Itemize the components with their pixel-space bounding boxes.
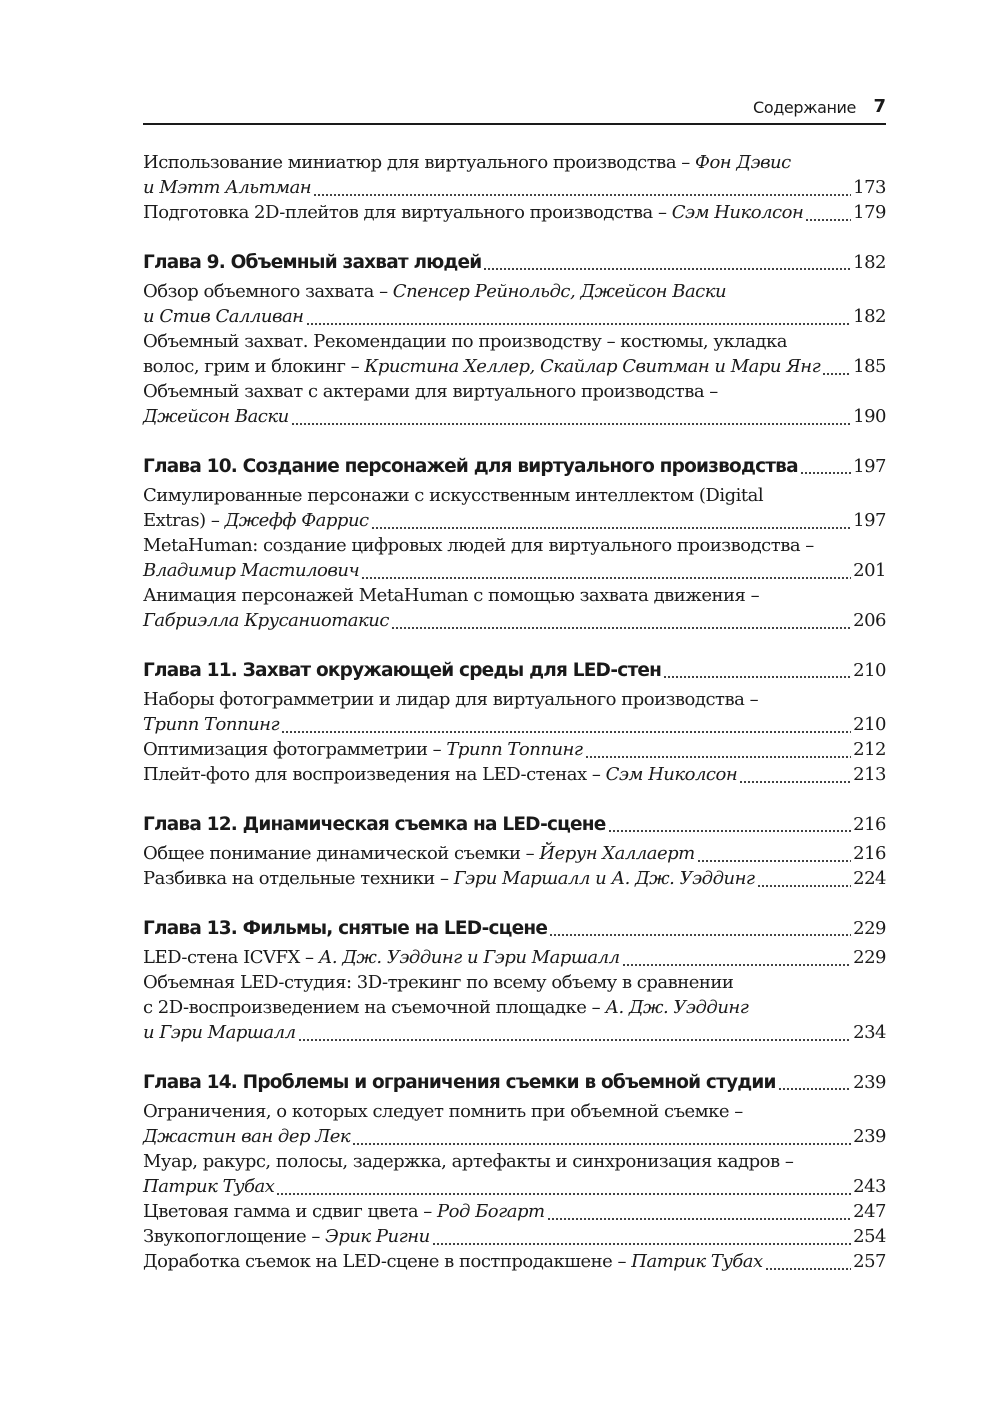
chapter-heading (143, 811, 886, 838)
entry-author: Кристина Хеллер, Скайлар Свитман и Мари Янг (364, 356, 821, 377)
toc-line (143, 1124, 886, 1149)
page-ref: 213 (853, 764, 886, 785)
toc-entry (143, 866, 886, 891)
page-ref: 190 (853, 406, 886, 427)
dot-leader (276, 1174, 851, 1199)
toc-entry (143, 379, 886, 429)
entry-text (143, 866, 755, 891)
dot-leader (739, 762, 851, 787)
toc-line (143, 483, 886, 508)
entry-author: Фон Дэвис (695, 152, 791, 173)
entry-text (143, 1249, 763, 1274)
entry-text (143, 737, 583, 762)
running-header (143, 97, 886, 125)
entry-text (143, 1149, 793, 1174)
entry-text (143, 329, 787, 354)
entry-author: Сэм Николсон (605, 764, 738, 785)
dot-leader (697, 841, 851, 866)
toc-line (143, 712, 886, 737)
entry-title: Цветовая гамма и сдвиг цвета – (143, 1201, 437, 1222)
toc-line (143, 841, 886, 866)
entry-text (143, 1020, 296, 1045)
entry-title: Плейт-фото для воспроизведения на LED-стенах – (143, 764, 606, 785)
entry-text (143, 175, 311, 200)
page-number: 7 (873, 96, 886, 117)
entry-text (143, 712, 279, 737)
entry-text (143, 1199, 545, 1224)
page-ref: 210 (853, 660, 886, 681)
dot-leader (765, 1249, 851, 1274)
dot-leader (352, 1124, 851, 1149)
page-ref: 234 (853, 1022, 886, 1043)
page-ref: 239 (853, 1126, 886, 1147)
dot-leader (432, 1224, 851, 1249)
entry-author: Джастин ван дер Лек (143, 1126, 351, 1147)
toc-entry (143, 945, 886, 970)
toc-entry (143, 150, 886, 200)
chapter-heading (143, 249, 886, 276)
entry-title: MetaHuman: создание цифровых людей для виртуального производства – (143, 535, 814, 556)
page-ref: 247 (853, 1201, 886, 1222)
toc-entry (143, 687, 886, 737)
chapter-heading (143, 453, 886, 480)
entry-text (143, 1099, 743, 1124)
dot-leader (313, 175, 851, 200)
toc-entry (143, 1099, 886, 1149)
entry-author: и Гэри Маршалл (143, 1022, 296, 1043)
toc-line (143, 866, 886, 891)
entry-title: Объемная LED-студия: 3D-трекинг по всему объему в сравнении (143, 972, 734, 993)
entry-text (143, 583, 759, 608)
toc-entry (143, 533, 886, 583)
page-ref: 210 (853, 714, 886, 735)
page-ref: 182 (853, 252, 886, 273)
entry-text (143, 687, 758, 712)
page-ref: 216 (853, 843, 886, 864)
page-ref: 173 (853, 177, 886, 198)
toc-line (143, 379, 886, 404)
toc-entry (143, 1199, 886, 1224)
entry-title: Разбивка на отдельные техники – (143, 868, 454, 889)
toc-line (143, 150, 886, 175)
toc-line (143, 687, 886, 712)
entry-title: Использование миниатюр для виртуального производства – (143, 152, 695, 173)
dot-leader (622, 945, 852, 970)
dot-leader (822, 354, 851, 379)
page-ref: 212 (853, 739, 886, 760)
entry-title: волос, грим и блокинг – (143, 356, 365, 377)
entry-author: Гэри Маршалл и А. Дж. Уэддинг (453, 868, 755, 889)
entry-text (143, 841, 695, 866)
dot-leader (291, 404, 851, 429)
toc-line (143, 737, 886, 762)
dot-leader (306, 304, 852, 329)
dot-leader (391, 608, 851, 633)
entry-author: Эрик Ригни (325, 1226, 430, 1247)
toc-line (143, 762, 886, 787)
entry-author: А. Дж. Уэддинг и Гэри Маршалл (318, 947, 620, 968)
entry-text (143, 995, 748, 1020)
dot-leader (757, 866, 852, 891)
toc-line (143, 1224, 886, 1249)
entry-title: Общее понимание динамической съемки – (143, 843, 540, 864)
entry-text (143, 279, 726, 304)
toc-entry (143, 279, 886, 329)
dot-leader (281, 712, 851, 737)
toc-line (143, 1174, 886, 1199)
toc-line (143, 175, 886, 200)
entry-title: Доработка съемок на LED-сцене в постпродакшене – (143, 1251, 632, 1272)
toc-entry (143, 737, 886, 762)
entry-text (143, 945, 620, 970)
entry-author: Патрик Тубах (143, 1176, 275, 1197)
toc-entry (143, 583, 886, 633)
chapter-title: Глава 13. Фильмы, снятые на LED-сцене (143, 918, 548, 939)
dot-leader (663, 657, 851, 684)
toc-line (143, 583, 886, 608)
dot-leader (608, 811, 852, 838)
page-ref: 257 (853, 1251, 886, 1272)
entry-author: Йерун Халлаерт (539, 843, 695, 864)
toc-line (143, 1249, 886, 1274)
toc-line (143, 200, 886, 225)
entry-author: Джейсон Васки (143, 406, 289, 427)
entry-title: Объемный захват с актерами для виртуального производства – (143, 381, 718, 402)
entry-title: Extras) – (143, 510, 225, 531)
chapter-heading (143, 657, 886, 684)
entry-title: Ограничения, о которых следует помнить при объемной съемке – (143, 1101, 743, 1122)
chapter-title: Глава 10. Создание персонажей для виртуального производства (143, 456, 798, 477)
toc-line (143, 329, 886, 354)
toc-line (143, 404, 886, 429)
dot-leader (361, 558, 851, 583)
entry-author: Патрик Тубах (631, 1251, 763, 1272)
chapter-heading (143, 1069, 886, 1096)
page-ref: 254 (853, 1226, 886, 1247)
page-ref: 197 (853, 510, 886, 531)
toc-line (143, 1020, 886, 1045)
entry-author: Габриэлла Крусаниотакис (143, 610, 389, 631)
entry-title: Муар, ракурс, полосы, задержка, артефакты и синхронизация кадров – (143, 1151, 794, 1172)
entry-author: Владимир Мастилович (143, 560, 360, 581)
toc-entry (143, 1224, 886, 1249)
toc-entry (143, 1249, 886, 1274)
entry-author: и Мэтт Альтман (143, 177, 312, 198)
entry-title: Оптимизация фотограмметрии – (143, 739, 447, 760)
page-ref: 197 (853, 456, 886, 477)
dot-leader (585, 737, 852, 762)
page-ref: 229 (853, 918, 886, 939)
entry-text (143, 200, 803, 225)
entry-title: Анимация персонажей MetaHuman с помощью захвата движения – (143, 585, 760, 606)
entry-author: Трипп Топпинг (446, 739, 583, 760)
dot-leader (778, 1069, 851, 1096)
page-ref: 182 (853, 306, 886, 327)
entry-text (143, 1174, 274, 1199)
entry-text (143, 379, 718, 404)
dot-leader (371, 508, 852, 533)
entry-text (143, 150, 791, 175)
entry-title: Подготовка 2D-плейтов для виртуального производства – (143, 202, 672, 223)
entry-text (143, 304, 304, 329)
toc-line (143, 1199, 886, 1224)
entry-text (143, 508, 369, 533)
toc-line (143, 279, 886, 304)
entry-author: Род Богарт (437, 1201, 545, 1222)
entry-text (143, 608, 389, 633)
page-ref: 239 (853, 1072, 886, 1093)
toc-line (143, 995, 886, 1020)
entry-title: с 2D-воспроизведением на съемочной площадке – (143, 997, 606, 1018)
entry-title: Симулированные персонажи с искусственным интеллектом (Digital (143, 485, 764, 506)
chapter-title: Глава 12. Динамическая съемка на LED-сцене (143, 814, 606, 835)
chapter-title: Глава 11. Захват окружающей среды для LED-стен (143, 660, 662, 681)
entry-text (143, 970, 733, 995)
entry-author: и Стив Салливан (143, 306, 304, 327)
dot-leader (547, 1199, 852, 1224)
entry-text (143, 533, 814, 558)
entry-author: Трипп Топпинг (143, 714, 280, 735)
entry-title: LED-стена ICVFX – (143, 947, 319, 968)
entry-author: Джефф Фаррис (224, 510, 369, 531)
entry-text (143, 354, 820, 379)
toc-entry (143, 1149, 886, 1199)
toc-entry (143, 483, 886, 533)
entry-title: Звукопоглощение – (143, 1226, 326, 1247)
toc-line (143, 945, 886, 970)
dot-leader (298, 1020, 852, 1045)
entry-text (143, 762, 737, 787)
page-ref: 224 (853, 868, 886, 889)
toc-line (143, 558, 886, 583)
chapter-title: Глава 14. Проблемы и ограничения съемки в объемной студии (143, 1072, 776, 1093)
entry-author: А. Дж. Уэддинг (605, 997, 749, 1018)
running-title: Содержание (753, 98, 856, 117)
entry-text (143, 483, 763, 508)
toc-line (143, 533, 886, 558)
entry-title: Объемный захват. Рекомендации по производству – костюмы, укладка (143, 331, 787, 352)
toc-line (143, 970, 886, 995)
entry-author: Сэм Николсон (671, 202, 804, 223)
toc-entry (143, 762, 886, 787)
entry-text (143, 1124, 350, 1149)
toc-line (143, 1149, 886, 1174)
toc-entry (143, 329, 886, 379)
toc-entry (143, 841, 886, 866)
entry-text (143, 1224, 430, 1249)
entry-title: Обзор объемного захвата – (143, 281, 393, 302)
toc-line (143, 608, 886, 633)
dot-leader (483, 249, 851, 276)
entry-text (143, 558, 359, 583)
toc-line (143, 304, 886, 329)
page-ref: 179 (853, 202, 886, 223)
page-ref: 201 (853, 560, 886, 581)
page-ref: 206 (853, 610, 886, 631)
dot-leader (549, 915, 851, 942)
toc-line (143, 354, 886, 379)
toc-entry (143, 970, 886, 1045)
toc-line (143, 508, 886, 533)
page-ref: 229 (853, 947, 886, 968)
chapter-title: Глава 9. Объемный захват людей (143, 252, 482, 273)
toc-entry (143, 200, 886, 225)
entry-text (143, 404, 289, 429)
page-ref: 185 (853, 356, 886, 377)
chapter-heading (143, 915, 886, 942)
toc-line (143, 1099, 886, 1124)
table-of-contents (143, 150, 886, 1274)
page-ref: 216 (853, 814, 886, 835)
dot-leader (800, 453, 851, 480)
dot-leader (805, 200, 851, 225)
entry-title: Наборы фотограмметрии и лидар для виртуального производства – (143, 689, 759, 710)
entry-author: Спенсер Рейнольдс, Джейсон Васки (392, 281, 727, 302)
page-ref: 243 (853, 1176, 886, 1197)
